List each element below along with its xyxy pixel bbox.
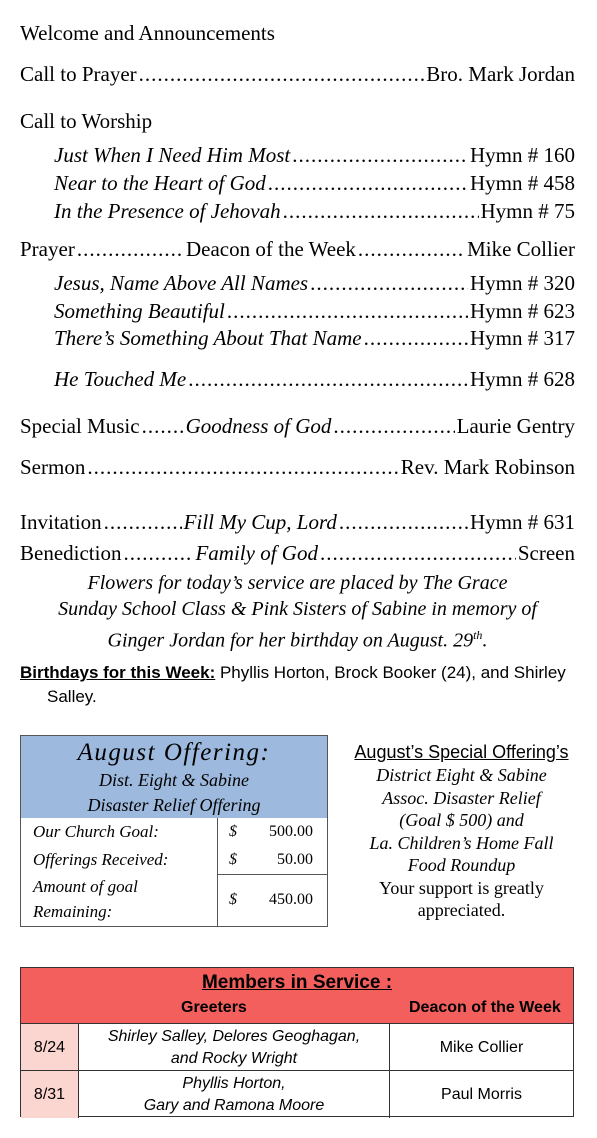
prayer-label: Prayer xyxy=(20,237,75,261)
birthdays-heading: Birthdays for this Week: xyxy=(20,663,216,682)
special-offering-line: (Goal $ 500) and xyxy=(399,810,524,830)
flowers-line xyxy=(20,622,575,654)
dollar-sign: $ xyxy=(229,891,237,908)
offering-amount: 450.00 xyxy=(269,891,313,908)
hymn-line xyxy=(54,270,575,296)
leader-dots xyxy=(358,236,465,262)
table-row xyxy=(21,1070,573,1118)
prayer-middle: Deacon of the Week xyxy=(185,237,356,261)
special-offering-heading: August’s Special Offering’s xyxy=(354,742,569,762)
call-to-prayer-person: Bro. Mark Jordan xyxy=(426,62,575,86)
hymn-line xyxy=(54,142,575,168)
special-offering-line: appreciated. xyxy=(417,900,506,920)
hymn-line xyxy=(54,366,575,392)
prayer-line xyxy=(20,236,575,262)
row-deacon: Mike Collier xyxy=(439,1038,524,1056)
flowers-text: Ginger Jordan for her birthday on August. 29 xyxy=(107,629,474,652)
leader-dots xyxy=(139,61,425,87)
column-header-greeters: Greeters xyxy=(181,999,247,1016)
flowers-superscript: th xyxy=(473,628,483,642)
special-music-song: Goodness of God xyxy=(185,414,332,438)
welcome-line xyxy=(20,20,575,46)
flowers-line: Flowers for today’s service are placed by The Grace xyxy=(87,572,508,594)
hymn-number: Hymn # 320 xyxy=(470,271,575,295)
birthdays-names-cont: Salley. xyxy=(47,687,97,706)
greeters-line: Gary and Ramona Moore xyxy=(143,1096,325,1114)
offering-subtitle: Disaster Relief Offering xyxy=(87,795,261,815)
hymn-line xyxy=(54,170,575,196)
hymn-number: Hymn # 160 xyxy=(470,143,575,167)
welcome-text: Welcome and Announcements xyxy=(20,21,275,45)
leader-dots xyxy=(77,236,184,262)
offering-header xyxy=(21,736,327,818)
call-to-worship-line xyxy=(20,108,575,134)
greeters-line: and Rocky Wright xyxy=(170,1049,298,1067)
special-music-person: Laurie Gentry xyxy=(456,414,575,438)
leader-dots xyxy=(123,540,193,566)
leader-dots xyxy=(283,198,479,224)
leader-dots xyxy=(142,413,184,439)
offering-label: Remaining: xyxy=(33,902,113,921)
special-music-label: Special Music xyxy=(20,414,140,438)
row-greeters xyxy=(79,1024,390,1071)
sermon-person: Rev. Mark Robinson xyxy=(400,455,575,479)
benediction-song: Family of God xyxy=(195,541,318,565)
hymn-title: Jesus, Name Above All Names xyxy=(54,271,309,295)
offering-label: Offerings Received: xyxy=(33,850,169,869)
hymn-line xyxy=(54,198,575,224)
flowers-period: . xyxy=(482,629,488,652)
special-music-line xyxy=(20,413,575,439)
invitation-label: Invitation xyxy=(20,510,102,534)
offering-box xyxy=(20,735,328,927)
special-offering-line: Food Roundup xyxy=(407,855,516,875)
flowers-dedication xyxy=(20,570,575,654)
call-to-prayer-line xyxy=(20,61,575,87)
call-to-worship-label: Call to Worship xyxy=(20,109,153,133)
leader-dots xyxy=(320,540,516,566)
dollar-sign: $ xyxy=(229,851,237,868)
leader-dots xyxy=(104,509,182,535)
leader-dots xyxy=(268,170,468,196)
hymn-title: There’s Something About That Name xyxy=(54,326,362,350)
table-row xyxy=(21,1023,573,1071)
special-offering xyxy=(340,741,583,922)
offering-amount: 500.00 xyxy=(269,823,313,840)
greeters-line: Shirley Salley, Delores Geoghagan, xyxy=(107,1027,361,1045)
offering-amount: 50.00 xyxy=(277,851,313,868)
hymn-line xyxy=(54,298,575,324)
leader-dots xyxy=(292,142,468,168)
offering-label: Amount of goal xyxy=(33,877,138,896)
leader-dots xyxy=(87,454,398,480)
leader-dots xyxy=(339,509,468,535)
sermon-line xyxy=(20,454,575,480)
offering-subtitle: Dist. Eight & Sabine xyxy=(99,770,249,790)
special-offering-line: Your support is greatly xyxy=(379,877,544,898)
special-offering-line: La. Children’s Home Fall xyxy=(369,832,554,853)
members-table xyxy=(20,967,574,1117)
row-date: 8/31 xyxy=(21,1071,79,1118)
offering-title: August Offering: xyxy=(77,739,271,766)
benediction-label: Benediction xyxy=(20,541,122,565)
hymn-title: Just When I Need Him Most xyxy=(54,143,291,167)
divider xyxy=(217,874,327,875)
benediction-line xyxy=(20,540,575,566)
row-date: 8/24 xyxy=(21,1024,79,1071)
birthdays-line xyxy=(20,661,580,685)
hymn-number: Hymn # 458 xyxy=(470,171,575,195)
hymn-number: Hymn # 317 xyxy=(470,326,575,350)
row-deacon: Paul Morris xyxy=(441,1085,522,1103)
special-offering-line: Assoc. Disaster Relief xyxy=(382,787,541,808)
invitation-hymn: Hymn # 631 xyxy=(470,510,575,534)
column-header-deacon: Deacon of the Week xyxy=(409,999,561,1016)
birthdays-names: Phyllis Horton, Brock Booker (24), and Shirley xyxy=(215,663,566,682)
row-greeters xyxy=(79,1071,390,1118)
hymn-number: Hymn # 75 xyxy=(480,199,575,223)
members-header xyxy=(21,968,573,1023)
hymn-title: Near to the Heart of God xyxy=(54,171,266,195)
invitation-line xyxy=(20,509,575,535)
hymn-title: Something Beautiful xyxy=(54,299,225,323)
offering-label: Our Church Goal: xyxy=(33,822,159,841)
special-offering-footer xyxy=(340,877,583,922)
leader-dots xyxy=(188,366,468,392)
call-to-prayer-label: Call to Prayer xyxy=(20,62,137,86)
dollar-sign: $ xyxy=(229,823,237,840)
hymn-title: In the Presence of Jehovah xyxy=(54,199,281,223)
hymn-line xyxy=(54,325,575,351)
divider xyxy=(217,818,218,926)
benediction-note: Screen xyxy=(517,541,575,565)
leader-dots xyxy=(333,413,454,439)
invitation-song: Fill My Cup, Lord xyxy=(183,510,337,534)
birthdays-section xyxy=(20,661,580,709)
leader-dots xyxy=(310,270,468,296)
hymn-title: He Touched Me xyxy=(54,367,187,391)
special-offering-line: District Eight & Sabine xyxy=(376,765,547,785)
sermon-label: Sermon xyxy=(20,455,86,479)
hymn-number: Hymn # 628 xyxy=(470,367,575,391)
prayer-person: Mike Collier xyxy=(467,237,575,261)
greeters-line: Phyllis Horton, xyxy=(182,1074,286,1092)
flowers-line: Sunday School Class & Pink Sisters of Sabine in memory of xyxy=(58,598,537,620)
leader-dots xyxy=(364,325,468,351)
hymn-number: Hymn # 623 xyxy=(470,299,575,323)
leader-dots xyxy=(227,298,468,324)
special-offering-body xyxy=(340,764,583,877)
members-title: Members in Service : xyxy=(201,972,393,993)
